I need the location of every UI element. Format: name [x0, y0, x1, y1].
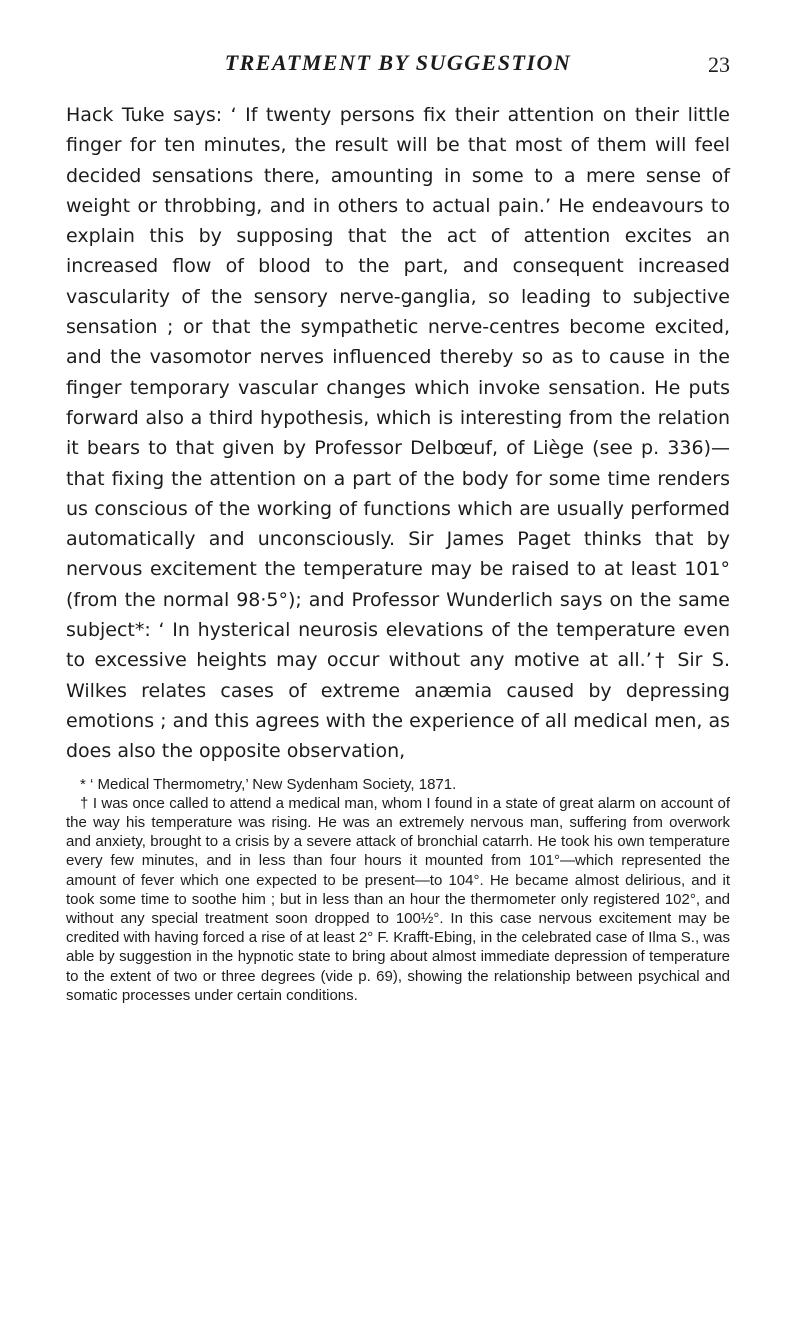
footnotes — [66, 775, 730, 1005]
footnote-1: * ‘ Medical Thermometry,’ New Sydenham Society, 1871. — [80, 775, 457, 793]
footnote-2: † I was once called to attend a medical man, whom I found in a state of great alarm on account of the way his temperature was rising. He was an extremely nervous man, suffering from overwork and anxiety, brought to a crisis by a severe attack of bronchial catarrh. He took his own temperature every few minutes, and in less than four hours it mounted from 101°—which represented the amount of fever which one expected to be present—to 104°. He became almost delirious, and it took some time to soothe him ; but in less than an hour the thermometer only registered 102°, and without any special treatment soon dropped to 100½°. In this case nervous excitement may be credited with having forced a rise of at least 2° F. Krafft-Ebing, in the celebrated case of Ilma S., was able by suggestion in the hypnotic state to bring about almost immediate depression of temperature to the extent of two or three degrees (vide p. 69), showing the relationship between psychical and somatic processes under certain conditions. — [66, 794, 730, 1004]
body-paragraph: Hack Tuke says: ‘ If twenty persons fix their attention on their little finger for ten minutes, the result will be that most of them will feel decided sensations there, amounting in some to a mere sense of weight or throbbing, and in others to actual pain.’ He endeavours to explain this by supposing that the act of attention excites an increased flow of blood to the part, and consequent increased vascularity of the sensory nerve-ganglia, so leading to subjective sensation ; or that the sympathetic nerve-centres become excited, and the vasomotor nerves influenced thereby so as to cause in the finger temporary vascular changes which invoke sensation. He puts forward also a third hypothesis, which is interesting from the relation it bears to that given by Professor Delbœuf, of Liège (see p. 336)—that fixing the attention on a part of the body for some time renders us conscious of the working of functions which are usually performed automatically and unconsciously. Sir James Paget thinks that by nervous excitement the temperature may be raised to at least 101° (from the normal 98·5°); and Professor Wunderlich says on the same subject*: ‘ In hysterical neurosis elevations of the temperature even to excessive heights may occur without any motive at all.’† Sir S. Wilkes relates cases of extreme anæmia caused by depressing emotions ; and this agrees with the experience of all medical men, as does also the opposite observation, — [66, 104, 730, 763]
book-page — [66, 50, 730, 1005]
running-title: TREATMENT BY SUGGESTION — [224, 50, 572, 75]
page-number: 23 — [708, 52, 730, 77]
running-head — [66, 50, 730, 84]
